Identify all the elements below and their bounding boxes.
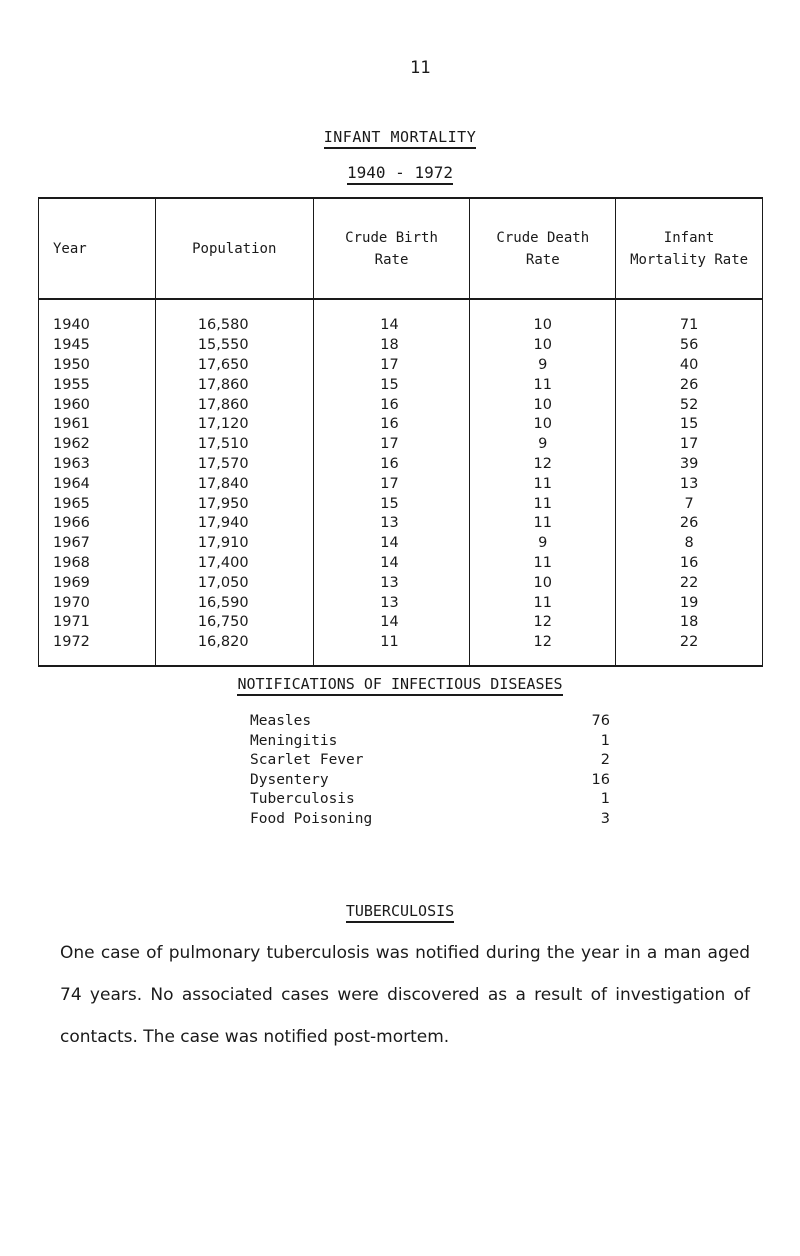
cell-infant: 22	[616, 573, 763, 593]
cell-population: 16,590	[155, 593, 313, 613]
disease-count: 2	[600, 752, 610, 768]
list-item	[250, 771, 610, 791]
cell-death: 11	[470, 514, 616, 534]
cell-death: 10	[470, 415, 616, 435]
header-infant-mortality-rate: Infant Mortality Rate	[616, 198, 763, 299]
cell-infant: 22	[616, 633, 763, 666]
disease-count: 3	[600, 810, 610, 827]
infant-mortality-table	[38, 197, 763, 667]
table-row	[39, 415, 763, 435]
cell-population: 17,910	[155, 534, 313, 554]
table-row	[39, 435, 763, 455]
cell-death: 9	[470, 435, 616, 455]
cell-population: 17,050	[155, 573, 313, 593]
header-crude-death-rate: Crude Death Rate	[470, 198, 616, 299]
cell-infant: 19	[616, 593, 763, 613]
cell-population: 17,650	[155, 356, 313, 376]
cell-birth: 16	[313, 455, 470, 475]
cell-infant: 13	[616, 474, 763, 494]
cell-death: 11	[470, 554, 616, 574]
cell-death: 12	[470, 613, 616, 633]
cell-birth: 14	[313, 613, 470, 633]
cell-year: 1960	[39, 395, 156, 415]
page-title-text: INFANT MORTALITY	[324, 128, 477, 149]
notifications-title	[0, 675, 800, 693]
cell-death: 11	[470, 375, 616, 395]
disease-count: 1	[600, 791, 610, 807]
cell-birth: 13	[313, 593, 470, 613]
cell-birth: 18	[313, 336, 470, 356]
cell-infant: 52	[616, 395, 763, 415]
cell-birth: 15	[313, 494, 470, 514]
cell-infant: 40	[616, 356, 763, 376]
header-crude-birth-rate: Crude Birth Rate	[313, 198, 470, 299]
notifications-list	[250, 712, 610, 829]
cell-birth: 11	[313, 633, 470, 666]
table-row	[39, 375, 763, 395]
cell-birth: 16	[313, 415, 470, 435]
list-item	[250, 712, 610, 732]
cell-death: 10	[470, 336, 616, 356]
cell-year: 1965	[39, 494, 156, 514]
cell-year: 1962	[39, 435, 156, 455]
cell-infant: 16	[616, 554, 763, 574]
disease-name: Food Poisoning	[250, 810, 373, 827]
disease-count: 1	[600, 732, 610, 749]
cell-year: 1955	[39, 375, 156, 395]
cell-population: 17,510	[155, 435, 313, 455]
table-row	[39, 534, 763, 554]
table-row	[39, 455, 763, 475]
disease-name: Meningitis	[250, 732, 338, 749]
cell-population: 15,550	[155, 336, 313, 356]
cell-birth: 13	[313, 573, 470, 593]
header-year: Year	[39, 198, 156, 299]
cell-birth: 17	[313, 474, 470, 494]
cell-year: 1972	[39, 633, 156, 666]
cell-year: 1950	[39, 356, 156, 376]
cell-year: 1964	[39, 474, 156, 494]
cell-death: 12	[470, 455, 616, 475]
page-subtitle	[0, 163, 800, 182]
disease-name: Tuberculosis	[250, 791, 355, 807]
cell-infant: 26	[616, 375, 763, 395]
cell-birth: 14	[313, 554, 470, 574]
cell-death: 12	[470, 633, 616, 666]
list-item	[250, 732, 610, 752]
cell-population: 17,860	[155, 395, 313, 415]
header-population: Population	[155, 198, 313, 299]
cell-death: 9	[470, 356, 616, 376]
cell-infant: 26	[616, 514, 763, 534]
table-row	[39, 356, 763, 376]
disease-name: Measles	[250, 713, 312, 729]
tuberculosis-title-text: TUBERCULOSIS	[346, 902, 454, 923]
cell-infant: 56	[616, 336, 763, 356]
cell-year: 1971	[39, 613, 156, 633]
cell-population: 16,750	[155, 613, 313, 633]
table-row	[39, 573, 763, 593]
list-item	[250, 810, 610, 830]
cell-population: 17,840	[155, 474, 313, 494]
table-row	[39, 494, 763, 514]
cell-death: 10	[470, 573, 616, 593]
list-item	[250, 790, 610, 810]
table-row	[39, 593, 763, 613]
cell-population: 16,820	[155, 633, 313, 666]
page-title	[0, 128, 800, 146]
cell-year: 1969	[39, 573, 156, 593]
cell-year: 1967	[39, 534, 156, 554]
table-row	[39, 474, 763, 494]
cell-death: 11	[470, 494, 616, 514]
cell-population: 17,570	[155, 455, 313, 475]
cell-infant: 7	[616, 494, 763, 514]
table-row	[39, 554, 763, 574]
table-row	[39, 613, 763, 633]
cell-infant: 17	[616, 435, 763, 455]
cell-birth: 14	[313, 299, 470, 336]
table-header-row	[39, 198, 763, 299]
cell-birth: 13	[313, 514, 470, 534]
cell-death: 11	[470, 474, 616, 494]
table-row	[39, 299, 763, 336]
cell-population: 17,120	[155, 415, 313, 435]
disease-name: Dysentery	[250, 771, 329, 788]
cell-death: 10	[470, 299, 616, 336]
cell-year: 1968	[39, 554, 156, 574]
cell-population: 16,580	[155, 299, 313, 336]
table-row	[39, 336, 763, 356]
cell-birth: 16	[313, 395, 470, 415]
cell-birth: 14	[313, 534, 470, 554]
table-row	[39, 633, 763, 666]
disease-count: 16	[591, 771, 610, 788]
cell-year: 1963	[39, 455, 156, 475]
cell-birth: 15	[313, 375, 470, 395]
cell-infant: 18	[616, 613, 763, 633]
cell-infant: 71	[616, 299, 763, 336]
cell-population: 17,860	[155, 375, 313, 395]
cell-year: 1966	[39, 514, 156, 534]
cell-year: 1961	[39, 415, 156, 435]
cell-infant: 8	[616, 534, 763, 554]
page-subtitle-text: 1940 - 1972	[347, 163, 453, 185]
table-row	[39, 395, 763, 415]
cell-death: 11	[470, 593, 616, 613]
cell-infant: 39	[616, 455, 763, 475]
disease-name: Scarlet Fever	[250, 752, 364, 768]
cell-population: 17,400	[155, 554, 313, 574]
notifications-title-text: NOTIFICATIONS OF INFECTIOUS DISEASES	[237, 675, 562, 696]
cell-infant: 15	[616, 415, 763, 435]
tuberculosis-title	[0, 902, 800, 920]
cell-death: 9	[470, 534, 616, 554]
cell-year: 1940	[39, 299, 156, 336]
tuberculosis-paragraph: One case of pulmonary tuberculosis was notified during the year in a man aged 74 years. No associated cases were discovered as a result of investigation of contacts. The case was notified post-mortem.	[60, 943, 750, 1047]
page-number: 11	[410, 58, 431, 78]
cell-birth: 17	[313, 356, 470, 376]
cell-year: 1970	[39, 593, 156, 613]
cell-birth: 17	[313, 435, 470, 455]
cell-population: 17,950	[155, 494, 313, 514]
cell-year: 1945	[39, 336, 156, 356]
cell-death: 10	[470, 395, 616, 415]
table-row	[39, 514, 763, 534]
disease-count: 76	[591, 713, 610, 729]
list-item	[250, 751, 610, 771]
cell-population: 17,940	[155, 514, 313, 534]
